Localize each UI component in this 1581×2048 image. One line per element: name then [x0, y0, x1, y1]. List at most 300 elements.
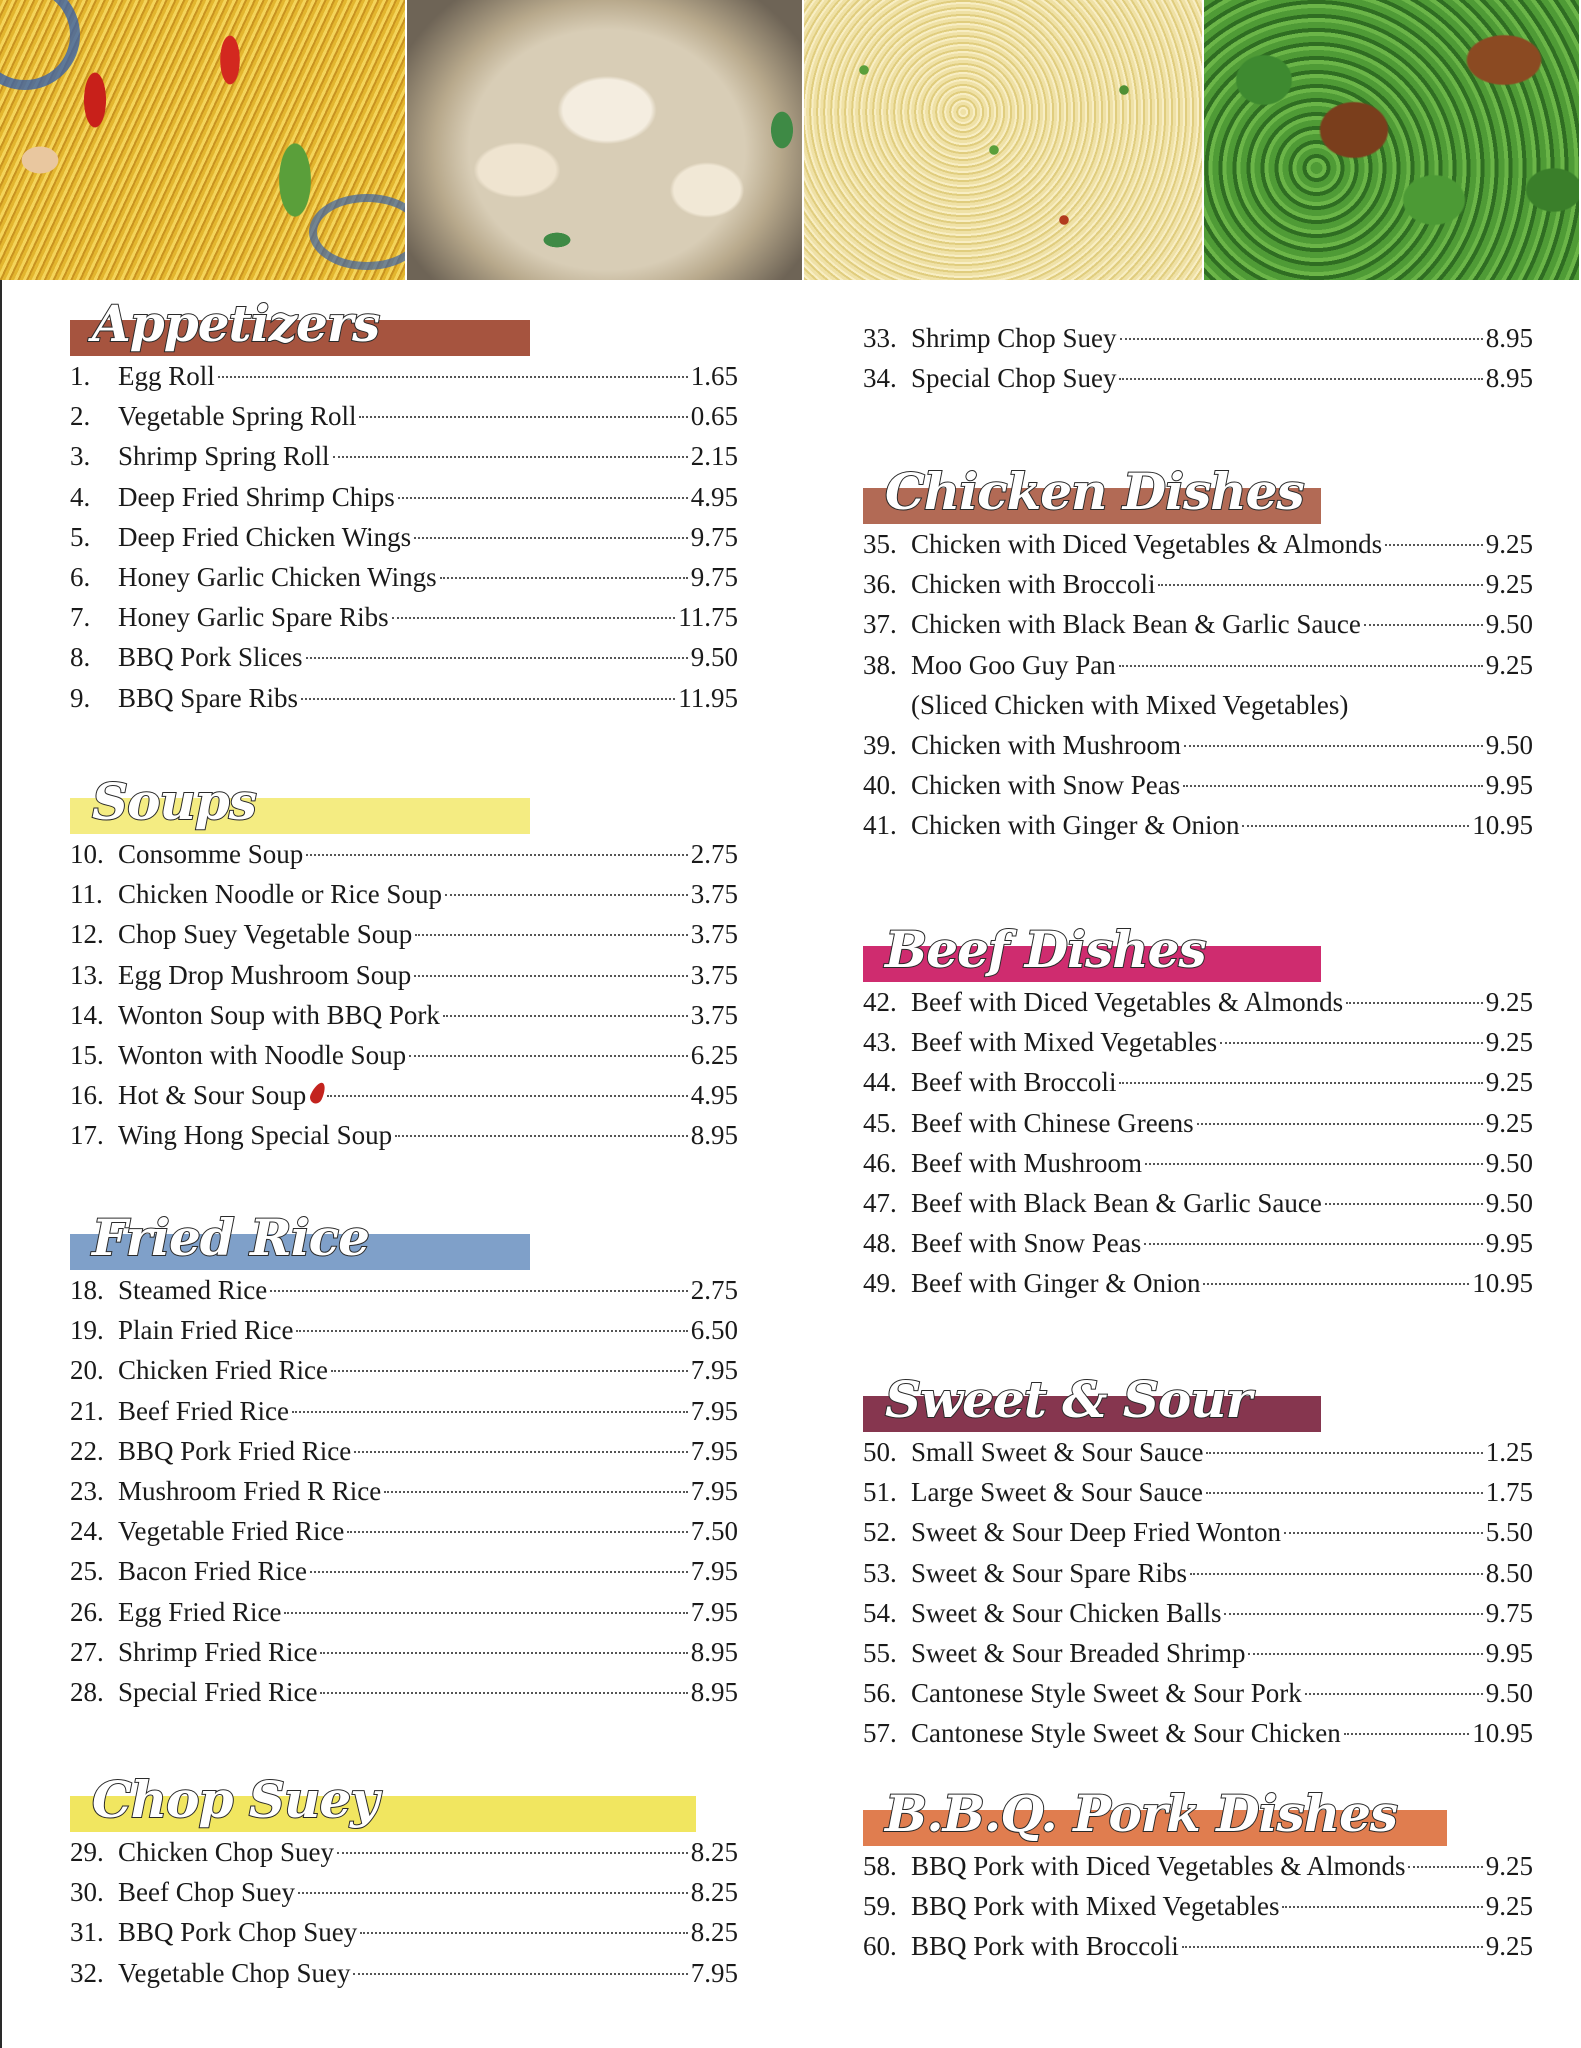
- item-price: 3.75: [690, 879, 738, 910]
- item-name: Consomme Soup: [118, 839, 304, 869]
- photo-strip: [0, 0, 1581, 280]
- dot-leader: [1344, 1733, 1470, 1735]
- menu-item: [70, 1075, 738, 1115]
- item-name: Beef Chop Suey: [118, 1877, 295, 1908]
- menu-item: [70, 1115, 738, 1155]
- dot-leader: [443, 1015, 688, 1017]
- menu-item: [863, 1673, 1533, 1713]
- item-name: Beef with Mixed Vegetables: [911, 1027, 1218, 1058]
- item-number: 54.: [863, 1597, 897, 1628]
- item-number: 53.: [863, 1557, 897, 1588]
- item-price: 8.25: [690, 1877, 738, 1908]
- item-number: 1.: [70, 361, 91, 391]
- item-price: 8.95: [690, 1676, 738, 1707]
- item-price: 3.75: [690, 959, 738, 990]
- menu-list: [863, 524, 1533, 846]
- item-price: 7.95: [690, 1596, 738, 1627]
- menu-item: [70, 1270, 738, 1310]
- section-sweet-sour: [863, 1366, 1533, 1754]
- menu-item: [70, 1832, 738, 1872]
- menu-item: [70, 1035, 738, 1075]
- item-number: 20.: [70, 1355, 104, 1386]
- item-price: 7.95: [690, 1355, 738, 1386]
- item-price: 9.25: [1485, 1067, 1533, 1098]
- section-fried-rice: [70, 1204, 738, 1712]
- item-name: Chicken with Ginger & Onion: [911, 810, 1240, 841]
- dot-leader: [1119, 665, 1483, 667]
- section-title: Chicken Dishes: [885, 462, 1304, 521]
- dot-leader: [1120, 338, 1483, 340]
- menu-item: [863, 1553, 1533, 1593]
- item-number: 8.: [70, 642, 91, 673]
- section-header: [863, 1366, 1533, 1432]
- item-price: 1.25: [1485, 1437, 1533, 1467]
- dot-leader: [1282, 1906, 1482, 1908]
- dot-leader: [1284, 1532, 1483, 1534]
- dot-leader: [306, 854, 687, 856]
- noodle-dish-photo: [0, 0, 407, 280]
- item-name: Wonton Soup with BBQ Pork: [118, 999, 440, 1030]
- dot-leader: [440, 577, 688, 579]
- item-name: Bacon Fried Rice: [118, 1556, 307, 1587]
- item-name: Moo Goo Guy Pan: [911, 649, 1116, 680]
- menu-list: [863, 1432, 1533, 1754]
- item-number: 18.: [70, 1275, 104, 1305]
- section-chop-suey-continued: [863, 318, 1533, 398]
- item-name: Hot & Sour Soup: [118, 1080, 307, 1111]
- menu-item: [70, 914, 738, 954]
- item-price: 7.95: [690, 1435, 738, 1466]
- item-number: 50.: [863, 1437, 897, 1467]
- dot-leader: [331, 1370, 688, 1372]
- item-name: Chicken with Mushroom: [911, 729, 1181, 760]
- item-number: 7.: [70, 602, 91, 633]
- menu-item: [863, 982, 1533, 1022]
- dot-leader: [1145, 1163, 1483, 1165]
- menu-item: [863, 805, 1533, 845]
- item-price: 9.25: [1485, 1931, 1533, 1962]
- menu-item: [70, 477, 738, 517]
- menu-item: [70, 517, 738, 557]
- item-price: 9.50: [1485, 1187, 1533, 1218]
- menu-item: [863, 1472, 1533, 1512]
- item-price: 9.75: [1485, 1597, 1533, 1628]
- item-name: Cantonese Style Sweet & Sour Pork: [911, 1678, 1302, 1709]
- menu-item: [70, 436, 738, 476]
- item-name: BBQ Pork with Mixed Vegetables: [911, 1891, 1280, 1922]
- item-price: 9.25: [1485, 649, 1533, 680]
- item-number: 45.: [863, 1107, 897, 1138]
- dot-leader: [1242, 825, 1469, 827]
- dot-leader: [445, 894, 688, 896]
- item-number: 17.: [70, 1120, 104, 1151]
- menu-item: [863, 524, 1533, 564]
- item-price: 8.25: [690, 1917, 738, 1948]
- dot-leader: [359, 416, 687, 418]
- menu-list: [863, 982, 1533, 1304]
- item-number: 52.: [863, 1517, 897, 1548]
- menu-item: [70, 1872, 738, 1912]
- item-number: 42.: [863, 987, 897, 1017]
- dot-leader: [409, 1055, 688, 1057]
- menu-item: [70, 1350, 738, 1390]
- menu-item: [70, 955, 738, 995]
- dot-leader: [1158, 584, 1482, 586]
- dot-leader: [1144, 1243, 1483, 1245]
- item-name: Chicken Noodle or Rice Soup: [118, 879, 442, 910]
- section-header: [863, 1780, 1533, 1846]
- wonton-soup-photo: [407, 0, 804, 280]
- menu-item: [70, 1391, 738, 1431]
- item-name: Special Chop Suey: [911, 363, 1117, 394]
- item-name: Chicken with Diced Vegetables & Almonds: [911, 529, 1383, 559]
- dot-leader: [333, 456, 688, 458]
- item-name: Egg Roll: [118, 361, 215, 391]
- item-name: Beef with Broccoli: [911, 1067, 1117, 1098]
- menu-item: [70, 1431, 738, 1471]
- item-note: (Sliced Chicken with Mixed Vegetables): [911, 689, 1349, 720]
- item-price: 9.25: [1485, 1027, 1533, 1058]
- item-number: 13.: [70, 959, 104, 990]
- section-title: Soups: [92, 772, 256, 831]
- item-price: 9.25: [1485, 569, 1533, 600]
- menu-item: [863, 1432, 1533, 1472]
- item-name: Small Sweet & Sour Sauce: [911, 1437, 1204, 1467]
- section-title: Beef Dishes: [885, 920, 1206, 979]
- item-number: 35.: [863, 529, 897, 559]
- menu-item: [70, 1912, 738, 1952]
- item-number: 25.: [70, 1556, 104, 1587]
- item-name: Vegetable Chop Suey: [118, 1957, 351, 1988]
- section-chop-suey: [70, 1766, 738, 1993]
- item-name: Chicken with Snow Peas: [911, 770, 1181, 801]
- section-header: [70, 290, 738, 356]
- item-number: 40.: [863, 770, 897, 801]
- menu-item: [863, 1633, 1533, 1673]
- menu-list: [70, 1270, 738, 1712]
- menu-item: [70, 1592, 738, 1632]
- item-number: 14.: [70, 999, 104, 1030]
- menu-item: [70, 1632, 738, 1672]
- item-name: Honey Garlic Chicken Wings: [118, 561, 437, 592]
- section-appetizers: [70, 290, 738, 718]
- item-name: BBQ Pork Slices: [118, 642, 303, 673]
- dot-leader: [1220, 1042, 1483, 1044]
- menu-item: [70, 1511, 738, 1551]
- dot-leader: [415, 934, 688, 936]
- item-number: 2.: [70, 401, 91, 432]
- menu-item: [863, 318, 1533, 358]
- menu-list: [70, 834, 738, 1156]
- item-name: BBQ Pork with Broccoli: [911, 1931, 1179, 1962]
- section-chicken-dishes: [863, 458, 1533, 846]
- item-name: Chicken Chop Suey: [118, 1837, 334, 1867]
- dot-leader: [327, 1095, 687, 1097]
- dot-leader: [298, 1892, 688, 1894]
- dot-leader: [284, 1612, 687, 1614]
- menu-item: [863, 1183, 1533, 1223]
- item-price: 7.95: [690, 1957, 738, 1988]
- item-name: Deep Fried Chicken Wings: [118, 521, 412, 552]
- dot-leader: [292, 1411, 688, 1413]
- item-name: Beef Fried Rice: [118, 1395, 289, 1426]
- item-price: 8.50: [1485, 1557, 1533, 1588]
- item-name: Sweet & Sour Chicken Balls: [911, 1597, 1222, 1628]
- item-price: 10.95: [1472, 1718, 1533, 1749]
- item-price: 7.95: [690, 1475, 738, 1506]
- item-price: 11.75: [678, 602, 738, 633]
- item-price: 9.25: [1485, 1107, 1533, 1138]
- item-number: 55.: [863, 1637, 897, 1668]
- item-name: Beef with Ginger & Onion: [911, 1268, 1201, 1299]
- section-header: [863, 916, 1533, 982]
- section-header: [863, 458, 1533, 524]
- item-number: 60.: [863, 1931, 897, 1962]
- menu-item: [70, 396, 738, 436]
- item-name: Beef with Black Bean & Garlic Sauce: [911, 1187, 1322, 1218]
- dot-leader: [320, 1652, 687, 1654]
- dot-leader: [353, 1973, 687, 1975]
- item-price: 6.50: [690, 1315, 738, 1346]
- section-header: [70, 1766, 738, 1832]
- menu-item: [70, 834, 738, 874]
- item-price: 2.15: [690, 441, 738, 472]
- item-name: Beef with Mushroom: [911, 1147, 1142, 1178]
- menu-item: [863, 1263, 1533, 1303]
- menu-list: [70, 1832, 738, 1993]
- item-number: 28.: [70, 1676, 104, 1707]
- item-name: Vegetable Spring Roll: [118, 401, 357, 432]
- dot-leader: [337, 1852, 688, 1854]
- section-title: Sweet & Sour: [885, 1370, 1251, 1429]
- section-header: [70, 768, 738, 834]
- dot-leader: [1206, 1452, 1482, 1454]
- item-name: BBQ Pork with Diced Vegetables & Almonds: [911, 1851, 1406, 1881]
- item-number: 39.: [863, 729, 897, 760]
- item-name: BBQ Spare Ribs: [118, 682, 299, 713]
- item-number: 12.: [70, 919, 104, 950]
- menu-item: [863, 1886, 1533, 1926]
- menu-item: [863, 1143, 1533, 1183]
- item-number: 46.: [863, 1147, 897, 1178]
- menu-item: [863, 1512, 1533, 1552]
- item-name: Sweet & Sour Deep Fried Wonton: [911, 1517, 1282, 1548]
- item-price: 6.25: [690, 1039, 738, 1070]
- dot-leader: [1184, 745, 1483, 747]
- item-name: BBQ Pork Fried Rice: [118, 1435, 352, 1466]
- item-name: Wing Hong Special Soup: [118, 1120, 393, 1151]
- item-name: Chicken with Broccoli: [911, 569, 1156, 600]
- item-number: 16.: [70, 1080, 104, 1111]
- dot-leader: [1197, 1123, 1483, 1125]
- dot-leader: [1385, 544, 1483, 546]
- item-number: 5.: [70, 521, 91, 552]
- item-name: Vegetable Fried Rice: [118, 1516, 345, 1547]
- menu-item: [70, 597, 738, 637]
- beef-broccoli-photo: [1204, 0, 1581, 280]
- item-number: 57.: [863, 1718, 897, 1749]
- menu-item: [863, 564, 1533, 604]
- menu-item: [863, 1062, 1533, 1102]
- dot-leader: [1346, 1002, 1483, 1004]
- item-price: 4.95: [690, 481, 738, 512]
- menu-item: [863, 1022, 1533, 1062]
- item-number: 33.: [863, 323, 897, 353]
- menu-item: [70, 995, 738, 1035]
- dot-leader: [392, 617, 676, 619]
- item-number: 58.: [863, 1851, 897, 1881]
- chili-pepper-icon: [308, 1081, 328, 1106]
- dot-leader: [306, 657, 688, 659]
- menu-item: [70, 1953, 738, 1993]
- item-number: 49.: [863, 1268, 897, 1299]
- dot-leader: [310, 1571, 688, 1573]
- item-price: 4.95: [690, 1080, 738, 1111]
- menu-item: [70, 356, 738, 396]
- dot-leader: [1206, 1492, 1483, 1494]
- dot-leader: [301, 698, 675, 700]
- menu-item: [70, 874, 738, 914]
- item-number: 37.: [863, 609, 897, 640]
- section-title: Appetizers: [92, 294, 380, 353]
- dot-leader: [1224, 1613, 1482, 1615]
- menu-list: [863, 318, 1533, 398]
- menu-item: [863, 1926, 1533, 1966]
- item-number: 56.: [863, 1678, 897, 1709]
- item-price: 8.95: [1485, 363, 1533, 394]
- item-number: 43.: [863, 1027, 897, 1058]
- dot-leader: [1305, 1693, 1483, 1695]
- item-name: Chicken Fried Rice: [118, 1355, 328, 1386]
- item-number: 29.: [70, 1837, 104, 1867]
- menu-item: [863, 645, 1533, 685]
- item-number: 31.: [70, 1917, 104, 1948]
- menu-item: [863, 1846, 1533, 1886]
- item-number: 26.: [70, 1596, 104, 1627]
- menu-item: [863, 765, 1533, 805]
- item-number: 22.: [70, 1435, 104, 1466]
- item-name: Deep Fried Shrimp Chips: [118, 481, 395, 512]
- item-price: 9.75: [690, 561, 738, 592]
- item-name: Honey Garlic Spare Ribs: [118, 602, 389, 633]
- item-price: 9.95: [1485, 1637, 1533, 1668]
- item-price: 11.95: [678, 682, 738, 713]
- item-price: 9.50: [1485, 1678, 1533, 1709]
- dot-leader: [414, 975, 687, 977]
- item-name: Egg Drop Mushroom Soup: [118, 959, 412, 990]
- item-price: 8.25: [690, 1837, 738, 1867]
- item-price: 1.65: [690, 361, 738, 391]
- menu-list: [70, 356, 738, 718]
- item-name: Plain Fried Rice: [118, 1315, 294, 1346]
- item-name: Beef with Chinese Greens: [911, 1107, 1194, 1138]
- item-name: Sweet & Sour Spare Ribs: [911, 1557, 1187, 1588]
- item-price: 3.75: [690, 919, 738, 950]
- item-price: 10.95: [1472, 1268, 1533, 1299]
- item-price: 9.25: [1485, 529, 1533, 559]
- item-number: 6.: [70, 561, 91, 592]
- dot-leader: [1364, 624, 1483, 626]
- item-price: 5.50: [1485, 1517, 1533, 1548]
- dot-leader: [395, 1135, 688, 1137]
- item-name: Wonton with Noodle Soup: [118, 1039, 407, 1070]
- menu-item: [863, 604, 1533, 644]
- item-name: Shrimp Fried Rice: [118, 1636, 318, 1667]
- item-number: 51.: [863, 1477, 897, 1508]
- dot-leader: [347, 1531, 687, 1533]
- item-price: 9.25: [1485, 1891, 1533, 1922]
- item-price: 9.75: [690, 521, 738, 552]
- menu-item: [70, 1471, 738, 1511]
- item-price: 9.25: [1485, 1851, 1533, 1881]
- section-beef-dishes: [863, 916, 1533, 1304]
- item-price: 8.95: [690, 1636, 738, 1667]
- menu-item: [863, 1593, 1533, 1633]
- item-price: 1.75: [1485, 1477, 1533, 1508]
- item-name: Special Fried Rice: [118, 1676, 318, 1707]
- item-name: Egg Fried Rice: [118, 1596, 282, 1627]
- item-number: 34.: [863, 363, 897, 394]
- dot-leader: [1182, 1946, 1483, 1948]
- item-name: Sweet & Sour Breaded Shrimp: [911, 1637, 1246, 1668]
- item-number: 27.: [70, 1636, 104, 1667]
- dot-leader: [296, 1330, 687, 1332]
- page-left-border: [0, 0, 2, 2048]
- item-number: 10.: [70, 839, 104, 869]
- item-number: 24.: [70, 1516, 104, 1547]
- dot-leader: [270, 1290, 688, 1292]
- dot-leader: [1408, 1866, 1482, 1868]
- menu-item: [70, 557, 738, 597]
- item-name: Shrimp Chop Suey: [911, 323, 1117, 353]
- section-soups: [70, 768, 738, 1156]
- item-number: 21.: [70, 1395, 104, 1426]
- dot-leader: [320, 1692, 687, 1694]
- item-number: 9.: [70, 682, 91, 713]
- dot-leader: [1248, 1653, 1482, 1655]
- menu-item: [70, 1551, 738, 1591]
- section-title: Chop Suey: [92, 1770, 379, 1829]
- item-price: 9.50: [1485, 1147, 1533, 1178]
- item-number: 41.: [863, 810, 897, 841]
- dot-leader: [1119, 1082, 1482, 1084]
- item-price: 10.95: [1472, 810, 1533, 841]
- item-number: 23.: [70, 1475, 104, 1506]
- fried-rice-photo: [804, 0, 1204, 280]
- menu-list: [863, 1846, 1533, 1967]
- menu-item: [863, 358, 1533, 398]
- item-name: Chicken with Black Bean & Garlic Sauce: [911, 609, 1361, 640]
- item-number: 11.: [70, 879, 103, 910]
- item-price: 9.95: [1485, 770, 1533, 801]
- item-price: 0.65: [690, 401, 738, 432]
- item-price: 9.50: [690, 642, 738, 673]
- item-number: 38.: [863, 649, 897, 680]
- menu-item: [70, 678, 738, 718]
- item-name: Cantonese Style Sweet & Sour Chicken: [911, 1718, 1341, 1749]
- menu-item: [863, 725, 1533, 765]
- item-price: 8.95: [690, 1120, 738, 1151]
- item-number: 3.: [70, 441, 91, 472]
- dot-leader: [1325, 1203, 1483, 1205]
- menu-item: [70, 1672, 738, 1712]
- menu-item: [70, 637, 738, 677]
- dot-leader: [218, 376, 688, 378]
- dot-leader: [384, 1491, 688, 1493]
- menu-item: [863, 1223, 1533, 1263]
- item-number: 36.: [863, 569, 897, 600]
- item-number: 19.: [70, 1315, 104, 1346]
